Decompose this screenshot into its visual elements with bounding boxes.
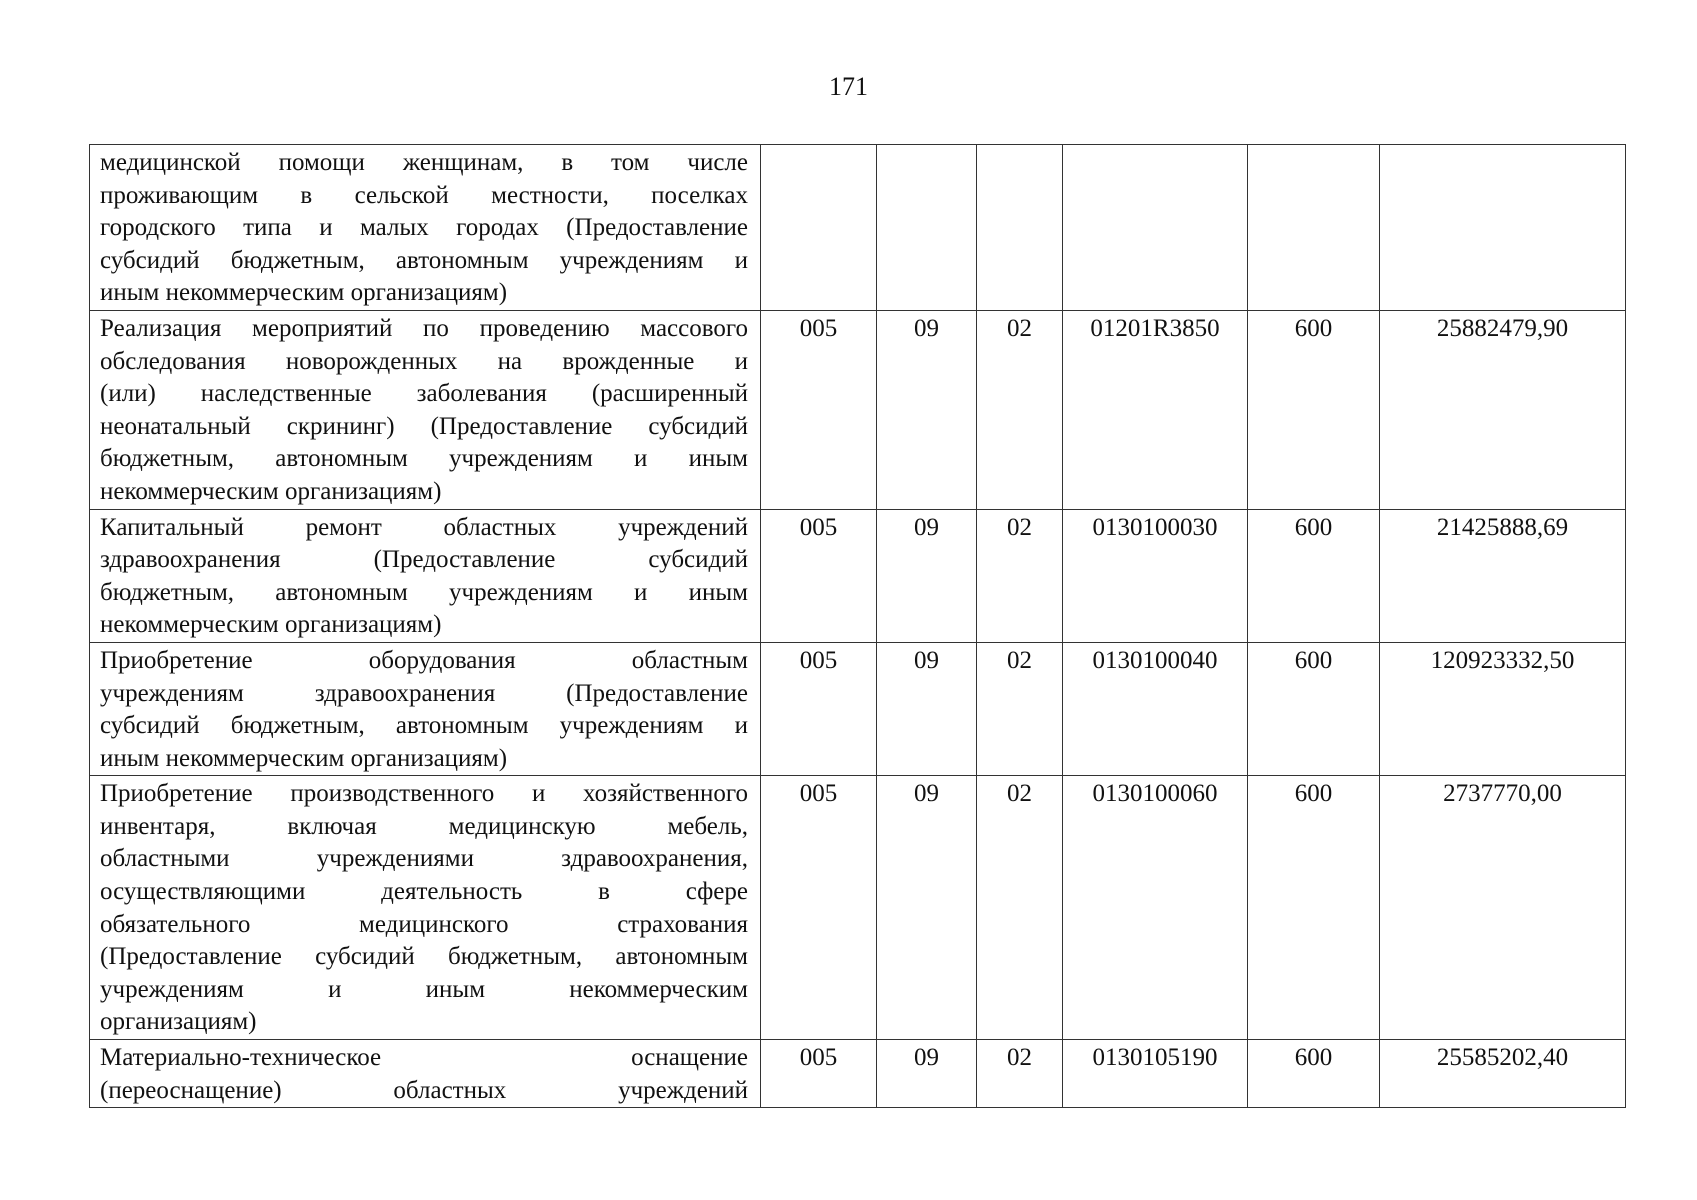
page-number: 171 [829, 72, 868, 101]
description-line: иным некоммерческим организациям) [100, 744, 508, 772]
description-line: обязательного медицинского страхования [100, 910, 748, 938]
description-line: неонатальный скрининг) (Предоставление субсидий [100, 412, 748, 440]
expense-type-cell [1248, 145, 1380, 311]
budget-table [89, 144, 1626, 1108]
expense-type-cell: 600 [1248, 310, 1380, 509]
target-item-code-cell: 0130100030 [1063, 509, 1248, 642]
table-row [90, 1040, 1626, 1108]
subsection-code-cell: 02 [977, 1040, 1063, 1108]
expense-type-cell: 600 [1248, 509, 1380, 642]
description-line: инвентаря, включая медицинскую мебель, [100, 812, 748, 840]
subsection-code-cell: 02 [977, 509, 1063, 642]
description-cell [90, 642, 761, 775]
description-line: учреждениям здравоохранения (Предоставление [100, 679, 748, 707]
description-line: субсидий бюджетным, автономным учреждениям и [100, 246, 748, 274]
description-line: (переоснащение) областных учреждений [100, 1076, 748, 1104]
description-line: учреждениям и иным некоммерческим [100, 975, 748, 1003]
description-line: Приобретение производственного и хозяйственного [100, 780, 748, 808]
description-cell [90, 776, 761, 1040]
description-line: субсидий бюджетным, автономным учреждениям и [100, 712, 748, 740]
target-item-code-cell: 0130105190 [1063, 1040, 1248, 1108]
target-item-code-cell: 01201R3850 [1063, 310, 1248, 509]
description-line: здравоохранения (Предоставление субсидий [100, 546, 748, 574]
section-code-cell: 09 [877, 509, 977, 642]
target-item-code-cell [1063, 145, 1248, 311]
description-line: городского типа и малых городах (Предоставление [100, 214, 748, 242]
expense-type-cell: 600 [1248, 642, 1380, 775]
department-code-cell [761, 145, 877, 311]
department-code-cell: 005 [761, 642, 877, 775]
amount-cell: 21425888,69 [1380, 509, 1626, 642]
description-line: (Предоставление субсидий бюджетным, автономным [100, 943, 748, 971]
description-cell [90, 310, 761, 509]
description-cell [90, 509, 761, 642]
amount-cell [1380, 145, 1626, 311]
target-item-code-cell: 0130100040 [1063, 642, 1248, 775]
subsection-code-cell: 02 [977, 310, 1063, 509]
department-code-cell: 005 [761, 776, 877, 1040]
department-code-cell: 005 [761, 509, 877, 642]
description-line: обследования новорожденных на врожденные и [100, 347, 748, 375]
amount-cell: 120923332,50 [1380, 642, 1626, 775]
table-row [90, 776, 1626, 1040]
expense-type-cell: 600 [1248, 1040, 1380, 1108]
subsection-code-cell [977, 145, 1063, 311]
description-cell [90, 1040, 761, 1108]
table-row [90, 310, 1626, 509]
target-item-code-cell: 0130100060 [1063, 776, 1248, 1040]
description-line: осуществляющими деятельность в сфере [100, 878, 748, 906]
section-code-cell: 09 [877, 776, 977, 1040]
description-cell [90, 145, 761, 311]
section-code-cell: 09 [877, 642, 977, 775]
subsection-code-cell: 02 [977, 776, 1063, 1040]
description-line: организациям) [100, 1008, 257, 1036]
expense-type-cell: 600 [1248, 776, 1380, 1040]
subsection-code-cell: 02 [977, 642, 1063, 775]
section-code-cell: 09 [877, 1040, 977, 1108]
description-line: иным некоммерческим организациям) [100, 279, 508, 307]
section-code-cell [877, 145, 977, 311]
department-code-cell: 005 [761, 310, 877, 509]
table-row [90, 509, 1626, 642]
department-code-cell: 005 [761, 1040, 877, 1108]
description-line: Реализация мероприятий по проведению массового [100, 314, 748, 342]
amount-cell: 25882479,90 [1380, 310, 1626, 509]
amount-cell: 2737770,00 [1380, 776, 1626, 1040]
table-row [90, 642, 1626, 775]
description-line: некоммерческим организациям) [100, 611, 442, 639]
description-line: Приобретение оборудования областным [100, 646, 748, 674]
description-line: Материально-техническое оснащение [100, 1044, 748, 1072]
description-line: бюджетным, автономным учреждениям и иным [100, 445, 748, 473]
description-line: (или) наследственные заболевания (расширенный [100, 380, 748, 408]
description-line: медицинской помощи женщинам, в том числе [100, 149, 748, 176]
table-row [90, 145, 1626, 311]
description-line: бюджетным, автономным учреждениям и иным [100, 578, 748, 606]
section-code-cell: 09 [877, 310, 977, 509]
description-line: областными учреждениями здравоохранения, [100, 845, 748, 873]
description-line: Капитальный ремонт областных учреждений [100, 513, 748, 541]
amount-cell: 25585202,40 [1380, 1040, 1626, 1108]
table-body [90, 145, 1626, 1108]
description-line: некоммерческим организациям) [100, 477, 442, 505]
description-line: проживающим в сельской местности, поселках [100, 181, 748, 209]
